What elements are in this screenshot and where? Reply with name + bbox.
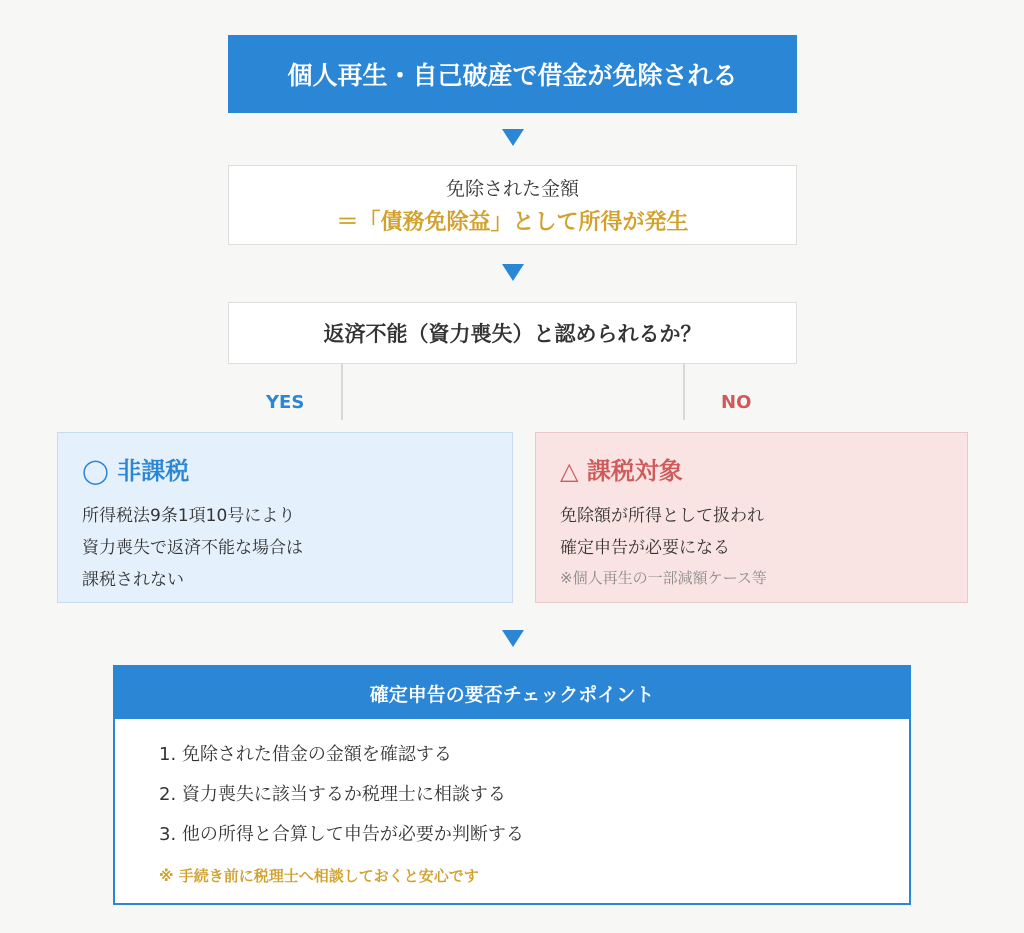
checklist-body bbox=[115, 719, 909, 886]
no-label: NO bbox=[721, 392, 752, 413]
yes-label: YES bbox=[266, 392, 305, 413]
arrow-down-icon bbox=[502, 129, 524, 146]
arrow-down-icon bbox=[502, 264, 524, 281]
income-box bbox=[228, 165, 797, 245]
checklist-item: 1. 免除された借金の金額を確認する bbox=[159, 744, 452, 765]
no-connector bbox=[683, 364, 685, 420]
start-box bbox=[228, 35, 797, 113]
taxable-card bbox=[535, 432, 968, 603]
non-taxable-line: 課税されない bbox=[82, 570, 184, 590]
income-line1: 免除された金額 bbox=[445, 178, 579, 200]
taxable-line: 免除額が所得として扱われ bbox=[560, 506, 764, 526]
non-taxable-line: 資力喪失で返済不能な場合は bbox=[82, 538, 303, 558]
checklist-note: ※ 手続き前に税理士へ相談しておくと安心です bbox=[159, 867, 479, 885]
checklist-item: 3. 他の所得と合算して申告が必要か判断する bbox=[159, 824, 524, 845]
checklist-box bbox=[113, 665, 911, 905]
income-line2: ＝「債務免除益」として所得が発生 bbox=[336, 210, 689, 235]
non-taxable-title: ◯ 非課税 bbox=[82, 457, 190, 485]
taxable-line: 確定申告が必要になる bbox=[560, 538, 730, 558]
non-taxable-card bbox=[57, 432, 513, 603]
arrow-down-icon bbox=[502, 630, 524, 647]
checklist-item: 2. 資力喪失に該当するか税理士に相談する bbox=[159, 784, 506, 805]
yes-connector bbox=[341, 364, 343, 420]
taxable-note: ※個人再生の一部減額ケース等 bbox=[560, 569, 767, 587]
checklist-title: 確定申告の要否チェックポイント bbox=[115, 667, 909, 719]
taxable-title: △ 課税対象 bbox=[560, 457, 683, 485]
non-taxable-line: 所得税法9条1項10号により bbox=[82, 506, 296, 526]
question-box bbox=[228, 302, 797, 364]
start-title: 個人再生・自己破産で借金が免除される bbox=[287, 61, 738, 90]
question-text: 返済不能（資力喪失）と認められるか？ bbox=[323, 322, 702, 346]
